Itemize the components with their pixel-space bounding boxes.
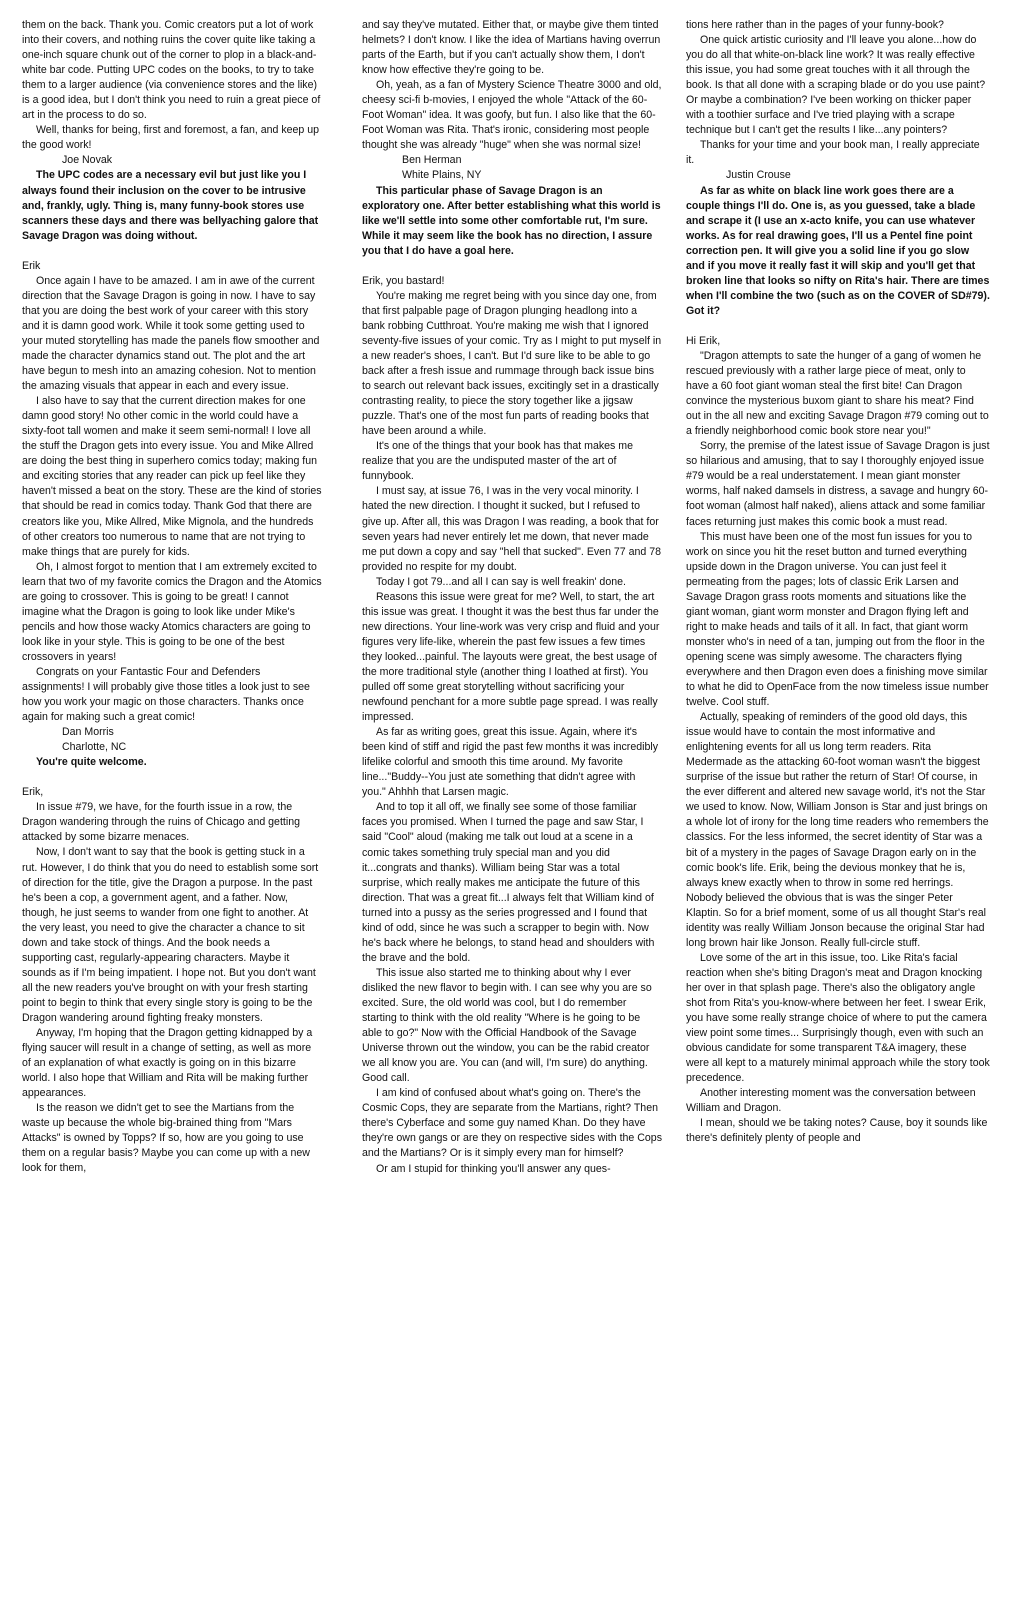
editor-reply: You're quite welcome. — [36, 756, 147, 769]
letter-paragraph: tions here rather than in the pages of your funny-book? — [686, 19, 944, 31]
letter-paragraph: and say they've mutated. Either that, or maybe give them tinted helmets? I don't know. I like the idea of Martians having overrun parts of the Earth, but if you can't actually show them, I don't know how effective they're going to be. — [362, 19, 661, 77]
letter-paragraph: Today I got 79...and all I can say is well freakin' done. — [376, 575, 626, 588]
letter-paragraph: Actually, speaking of reminders of the good old days, this issue would have to contain the most informative and enlightening events for all us long term readers. Rita Medermade as the attacking 60-foot woman wasn't the biggest surprise of the issue but rather the return of Star! Of course, in the ever different and altered new savage world, it's not the Star we used to know. Now, William Jonson is Star and just brings on a whole lot of irony for the long time readers who remembers the classics. For the less informed, the secret identity of Star was a bit of a mystery in the pages of Savage Dragon early on in the comic book's life. Erik, being the devious monkey that he is, always knew exactly when to throw in some red herrings. Nobody believed the obvious that is was the singer Peter Klaptin. So for a brief moment, some of us all thought Star's real identity was really William Jonson because the original Star had long brown hair like Jonson. Really full-circle stuff. — [686, 711, 989, 949]
letter-paragraph: I mean, should we be taking notes? Cause, boy it sounds like there's definitely plenty of people and — [686, 1117, 988, 1145]
letter-paragraph: them on the back. Thank you. Comic creators put a lot of work into their covers, and nothing ruins the cover quite like taking a one-inch square chunk out of the corner to plop in a black-and-white bar code. Putting UPC codes on the books, to try to take them to a larger audience (via convenience stores and the like) is a good idea, but I don't think you need to ruin a great piece of art in the process to do so. — [22, 19, 321, 122]
letter-paragraph: You're making me regret being with you since day one, from that first palpable page of Dragon plunging headlong into a bank robbing Cutthroat. You're making me wish that I ignored seventy-five issues of your comic. Try as I might to put myself in a new reader's shoes, I can't. But I'd sure like to be able to go back after a fresh issue and rummage through back issue bins to search out relevant back issues, excitingly set in a drastically contrasting reality, to piece the story together like a jigsaw puzzle. That's one of the most fun parts of reading books that have been around a while. — [362, 289, 662, 438]
letter-salutation: Erik — [22, 259, 41, 272]
letter-paragraph: Well, thanks for being, first and foremost, a fan, and keep up the good work! — [22, 124, 320, 152]
letter-paragraph: And to top it all off, we finally see some of those familiar faces you promised. When I turned the page and saw Star, I said "Cool" aloud (making me talk out loud at a scene in a comic takes something truly special man and you did it...congrats and thanks). William being Star was a total surprise, which really makes me anticipate the future of this direction. That was a great fit...I always felt that William kind of turned into a pussy as the series progressed and I found that kind of odd, since he was such a scrapper to begin with. Now he's back where he belongs, to stand head and shoulders with the brave and the bold. — [362, 801, 655, 964]
letter-paragraph: Love some of the art in this issue, too. Like Rita's facial reaction when she's biting Dragon's meat and Dragon knocking her over in that splash page. There's also the obligatory angle shot from Rita's you-know-where between her feet. I swear Erik, you have some really strange choice of where to put the camera view point some times... Surprisingly though, even with such an obvious candidate for some transparent T&A imagery, these were all kept to a maturely minimal approach while the story took precedence. — [686, 951, 990, 1085]
letter-signature: Joe Novak — [62, 154, 113, 167]
letter-paragraph: Anyway, I'm hoping that the Dragon getting kidnapped by a flying saucer will result in a change of setting, as well as more of an explanation of what exactly is going on in this bizarre world. I also hope that William and Rita will be making further appearances. — [22, 1027, 313, 1100]
letter-paragraph: In issue #79, we have, for the fourth issue in a row, the Dragon wandering through the ruins of Chicago and getting attacked by some bizarre menaces. — [22, 801, 300, 844]
letter-signature: Dan Morris — [62, 726, 114, 739]
letter-paragraph: I am kind of confused about what's going on. There's the Cosmic Cops, they are separate from the Martians, right? Then there's Cyberface and some guy named Khan. Do they have they're own gangs or are they on respective sides with the Cops and the Martians? Or is it simply every man for himself? — [362, 1087, 662, 1160]
letter-paragraph: I also have to say that the current direction makes for one damn good story! No other comic in the world could have a sixty-foot tall women and make it seem semi-normal! I love all the stuff the Dragon gets into every issue. You and Mike Allred are doing the best thing in superhero comics today; making fun and exciting stories that any reader can pick up feel like they haven't missed a beat on the story. These are the kind of stories that should be read in comics today. Thank God that there are creators like you, Mike Allred, Mike Mignola, and the hundreds of other creators too numerous to name that are not trying to make things that are purely for kids. — [22, 395, 322, 558]
letter-paragraph: Now, I don't want to say that the book is getting stuck in a rut. However, I do think that you do need to establish some sort of direction for the title, give the Dragon a purpose. In the past he's been a cop, a government agent, and a father. Now, though, he just seems to wander from one fight to another. At the very least, you need to give the character a chance to sit down and take stock of things. And the book needs a supporting cast, regularly-appearing characters. Maybe it sounds as if I'm being impatient. I hope not. But you don't want all the new readers you've brought on with your fresh starting point to begin to think that every single story is going to be the Dragon wandering around fighting freaky monsters. — [22, 846, 319, 1024]
letter-paragraph: Thanks for your time and your book man, I really appreciate it. — [686, 139, 980, 167]
text-column-left — [22, 18, 322, 1598]
letter-salutation: Hi Erik, — [686, 334, 721, 347]
letter-paragraph: Another interesting moment was the conversation between William and Dragon. — [686, 1087, 976, 1115]
letter-paragraph: Sorry, the premise of the latest issue of Savage Dragon is just so hilarious and amusing, that to say I thoroughly enjoyed issue #79 would be a real understatement. I mean giant monster worms, half naked damsels in distress, a savage and hungry 60-foot woman (almost half naked), aliens attack and some familiar faces returning just makes this comic book a must read. — [686, 440, 990, 528]
letter-salutation: Erik, — [22, 786, 44, 799]
letter-salutation: Erik, you bastard! — [362, 274, 445, 287]
letter-paragraph: I must say, at issue 76, I was in the very vocal minority. I hated the new direction. I thought it sucked, but I refused to give up. After all, this was Dragon I was reading, a book that for seven years had never entirely let me down, that never made me put down a copy and say "hell that sucked". Even 77 and 78 provided no respite for my doubt. — [362, 485, 662, 573]
letter-paragraph: Once again I have to be amazed. I am in awe of the current direction that the Savage Dragon is going in now. I have to say that you are doing the best work of your career with this story and it is damn good work. While it took some getting used to your muted storytelling has made the panels flow smoother and made the character dynamics stand out. The plot and the art have begun to mesh into an amazing cohesion. Not to mention the amazing visuals that appear in each and every issue. — [22, 274, 320, 393]
text-column-middle — [362, 18, 662, 1598]
letter-paragraph: "Dragon attempts to sate the hunger of a gang of women he rescued previously with a rather large piece of meat, only to have a 60 foot giant woman steal the first bite! Can Dragon convince the mysterious buxom giant to share his meat? Find out in the all new and exciting Savage Dragon #79 coming out to a friendly neighborhood comic book store near you!" — [686, 349, 989, 438]
letter-signature: Justin Crouse — [726, 169, 791, 182]
letter-signature-location: White Plains, NY — [402, 169, 482, 182]
editor-reply: As far as white on black line work goes there are a couple things I'll do. One is, as you guessed, take a blade and scrape it (I use an x-acto knife, you can use whatever works. As for real drawing goes, I'll us a Pentel fine point correction pen. It will give you a solid line if you go slow and if you move it really fast it will skip and you'll get that broken line that looks so nifty on Rita's hair. There are times when I'll combine the two (such as on the COVER of SD#79). Got it? — [686, 184, 990, 317]
letter-paragraph: Or am I stupid for thinking you'll answer any ques- — [376, 1162, 611, 1175]
letter-paragraph: Oh, I almost forgot to mention that I am extremely excited to learn that two of my favorite comics the Dragon and the Atomics are going to crossover. This is going to be great! I cannot imagine what the Dragon is going to look like under Mike's pencils and how those wacky Atomics characters are going to look like in your style. This is going to be one of the best crossovers in years! — [22, 560, 322, 663]
letter-paragraph: As far as writing goes, great this issue. Again, where it's been kind of stiff and rigid the past few months it was incredibly lifelike colorful and smooth this time around. My favorite line..."Buddy--You just ate something that didn't agree with you." Ahhhh that Larsen magic. — [362, 726, 658, 799]
letter-paragraph: Congrats on your Fantastic Four and Defenders assignments! I will probably give those titles a look just to see how you work your magic on those characters. Thanks once again for making such a great comic! — [22, 665, 310, 724]
letter-signature-location: Charlotte, NC — [62, 741, 127, 754]
letter-paragraph: One quick artistic curiosity and I'll leave you alone...how do you do all that white-on-black line work? It was really effective this issue, you had some great touches with it all through the book. Is that all done with a scraping blade or do you use paint? Or maybe a combination? I've been working on thicker paper with a toothier surface and I've tried playing with a scrape technique but I can't get the results I like...any pointers? — [686, 34, 986, 137]
letter-paragraph: This issue also started me to thinking about why I ever disliked the new flavor to begin with. I can see why you are so excited. Sure, the old world was cool, but I do remember starting to think with the old reality "Where is he going to be able to go?" Now with the Official Handbook of the Savage Universe thrown out the window, you can be the rabid creator we all know you are. You can (and will, I'm sure) do anything. Good call. — [362, 966, 652, 1085]
editor-reply: The UPC codes are a necessary evil but just like you I always found their inclusion on the cover to be intrusive and, frankly, ugly. Thing is, many funny-book stores use scanners these days and there was bellyaching galore that Savage Dragon was doing without. — [22, 169, 319, 242]
letter-paragraph: Reasons this issue were great for me? Well, to start, the art this issue was great. I thought it was the best thus far under the new directions. Your line-work was very crisp and fluid and your figures very life-like, wherein the past few issues a few times they looked...painful. The layouts were great, the best usage of the more traditional style (another thing I loathed at first). You pulled off some great storytelling without sacrificing your newfound penchant for a more subtle page spread. I was really impressed. — [362, 590, 660, 724]
letter-paragraph: Is the reason we didn't get to see the Martians from the waste up because the whole big-brained thing from "Mars Attacks" is owned by Topps? If so, how are you going to use them on a regular basis? Maybe you can come up with a new look for them, — [22, 1102, 310, 1175]
letter-paragraph: It's one of the things that your book has that makes me realize that you are the undisputed master of the art of funnybook. — [362, 440, 634, 483]
letter-signature: Ben Herman — [402, 154, 462, 167]
letter-paragraph: Oh, yeah, as a fan of Mystery Science Theatre 3000 and old, cheesy sci-fi b-movies, I enjoyed the whole "Attack of the 60-Foot Woman" idea. It was goofy, but fun. I also like that the 60-Foot Woman was Rita. That's ironic, considering most people thought she was already "huge" when she was normal size! — [362, 79, 662, 152]
text-column-right — [686, 18, 990, 1598]
letter-paragraph: This must have been one of the most fun issues for you to work on since you hit the reset button and turned everything upside down in the Dragon universe. You can just feel it permeating from the pages; lots of classic Erik Larsen and Savage Dragon grass roots moments and situations like the giant woman, giant worm monster and Dragon flying left and right to make heads and tails of it all. In fact, that giant worm monster who's in need of a tan, jumping out from the floor in the opening scene was simply awesome. The characters flying everywhere and then Dragon even does a finishing move similar to what he did to OpenFace from the now timeless issue number twelve. Cool stuff. — [686, 530, 989, 709]
editor-reply: This particular phase of Savage Dragon is an exploratory one. After better establishing what this world is like we'll settle into some other comfortable rut, I'm sure. While it may seem like the book has no direction, I assure you that I do have a goal here. — [362, 184, 661, 257]
